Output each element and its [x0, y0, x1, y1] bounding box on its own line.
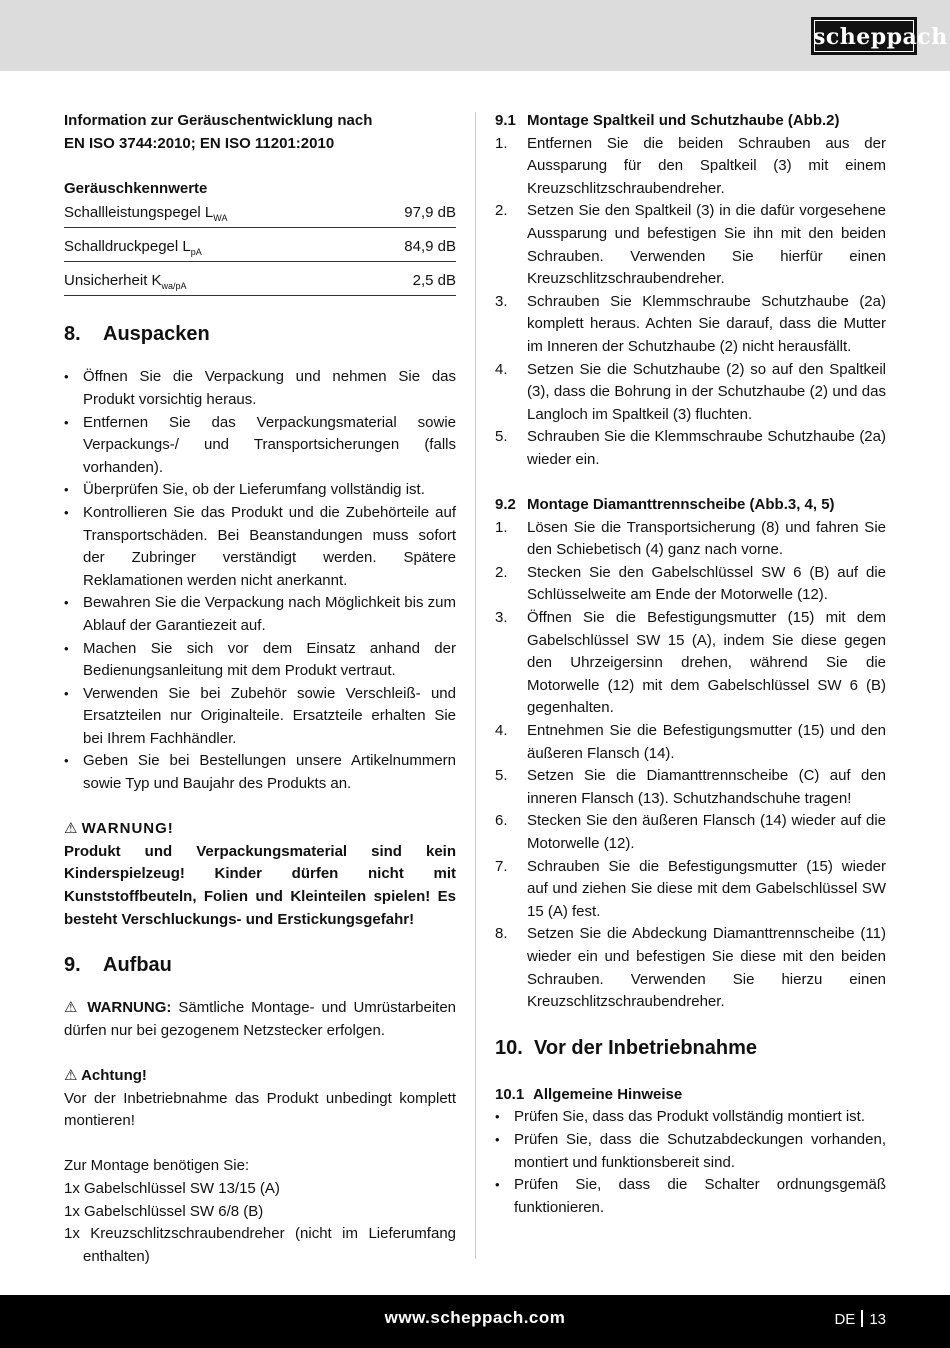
list-item: 5. Schrauben Sie die Klemmschraube Schutzhaube (2a) wieder ein. — [495, 428, 886, 468]
page-indicator — [834, 1310, 886, 1328]
noise-info-title-line-1: Information zur Geräuschentwicklung nach — [64, 112, 373, 129]
tools-list — [64, 1155, 456, 1268]
caution-label-line — [64, 1065, 456, 1088]
warning-triangle-icon: ⚠ — [64, 820, 78, 838]
list-item: • Öffnen Sie die Verpackung und nehmen Sie das Produkt vorsichtig heraus. — [64, 366, 456, 411]
page-separator — [861, 1310, 863, 1327]
footer-bar — [0, 1295, 950, 1348]
list-item: 1x Gabelschlüssel SW 13/15 (A) — [64, 1179, 280, 1197]
noise-row-value: 2,5 dB — [412, 272, 456, 290]
noise-row-label: Schallleistungspegel $L_{WA}$ — [64, 204, 228, 224]
list-item: 1x Gabelschlüssel SW 6/8 (B) — [64, 1202, 264, 1220]
header-band — [0, 0, 950, 71]
brand-logo: scheppach — [811, 17, 917, 55]
noise-table-title: Geräuschkennwerte — [64, 179, 208, 197]
list-item: • Geben Sie bei Bestellungen unsere Artikelnummern sowie Typ und Baujahr des Produkts an. — [64, 750, 456, 795]
warning-triangle-icon: ⚠ — [64, 1067, 78, 1084]
list-item: • Überprüfen Sie, ob der Lieferumfang vollständig ist. — [64, 479, 456, 502]
caution-text: Vor der Inbetriebnahme das Produkt unbedingt komplett montieren! — [64, 1089, 456, 1130]
list-item: 5. Setzen Sie die Diamanttrennscheibe (C) auf den inneren Flansch (13). Schutzhandschuhe tragen! — [495, 767, 886, 807]
section-10-heading: 10. Vor der Inbetriebnahme — [495, 1036, 758, 1059]
list-item: 1x Kreuzschlitzschraubendreher (nicht im Lieferumfang enthalten) — [64, 1225, 456, 1265]
tools-intro: Zur Montage benötigen Sie: — [64, 1157, 250, 1175]
unpack-list — [64, 366, 456, 795]
noise-row — [64, 228, 456, 262]
noise-row-label: Unsicherheit $K_{wa/pA}$ — [64, 272, 187, 292]
caution-label: Achtung! — [81, 1067, 147, 1084]
left-column — [64, 110, 456, 1268]
section-9-heading: 9. Aufbau — [64, 954, 172, 977]
list-item: • Prüfen Sie, dass das Produkt vollständig montiert ist. — [495, 1106, 886, 1129]
list-item: • Kontrollieren Sie das Produkt und die Zubehörteile auf Transportschäden. Bei Beanstandungen muss sofort der Zubringer verständigt werden. Spätere Reklamationen werden nicht anerkannt. — [64, 502, 456, 592]
list-item: 4. Setzen Sie die Schutzhaube (2) so auf den Spaltkeil (3), dass die Bohrung in der Schutzhaube (2) und das Langloch im Spaltkeil (3) fluchten. — [495, 360, 886, 423]
general-hints-list — [495, 1106, 886, 1219]
noise-row — [64, 262, 456, 296]
list-item: 7. Schrauben Sie die Befestigungsmutter (15) wieder auf und ziehen Sie diese mit dem Gabelschlüssel SW 15 (A) fest. — [495, 857, 886, 920]
warning-2-label: WARNUNG: — [87, 999, 172, 1017]
warning-1-label-line — [64, 818, 456, 841]
list-item: 1. Entfernen Sie die beiden Schrauben aus der Aussparung für den Spaltkeil (3) mit einem Kreuzschlitzschraubendreher. — [495, 134, 886, 197]
list-item: 4. Entnehmen Sie die Befestigungsmutter (15) und den äußeren Flansch (14). — [495, 722, 886, 762]
warning-triangle-icon: ⚠ — [64, 999, 81, 1017]
section-8-heading: 8. Auspacken — [64, 323, 210, 346]
list-item: • Machen Sie sich vor dem Einsatz anhand der Bedienungsanleitung mit dem Produkt vertraut. — [64, 638, 456, 683]
spaltkeil-steps — [495, 133, 886, 472]
list-item: • Prüfen Sie, dass die Schalter ordnungsgemäß funktionieren. — [495, 1174, 886, 1219]
list-item: 8. Setzen Sie die Abdeckung Diamanttrennscheibe (11) wieder ein und befestigen Sie diese mit den beiden Schrauben. Verwenden Sie hierzu einen Kreuzschlitzschraubendreher. — [495, 925, 886, 1011]
noise-row-value: 97,9 dB — [404, 204, 456, 222]
list-item: 2. Setzen Sie den Spaltkeil (3) in die dafür vorgesehene Aussparung und befestigen Sie ihn mit den beiden Schrauben. Verwenden Sie hierfür einen Kreuzschlitzschraubendreher. — [495, 202, 886, 288]
section-9-2-heading: 9.2 Montage Diamanttrennscheibe (Abb.3, 4, 5) — [495, 496, 835, 514]
noise-table — [64, 194, 456, 296]
noise-info-title-line-2: EN ISO 3744:2010; EN ISO 11201:2010 — [64, 134, 335, 152]
page-number: 13 — [869, 1311, 886, 1328]
diamond-blade-steps — [495, 517, 886, 1014]
language-code: DE — [834, 1311, 856, 1328]
section-10-1-heading: 10.1 Allgemeine Hinweise — [495, 1085, 683, 1103]
list-item: • Verwenden Sie bei Zubehör sowie Verschleiß- und Ersatzteilen nur Originalteile. Ersatzteile erhalten Sie bei Ihrem Fachhändler. — [64, 683, 456, 751]
list-item: • Entfernen Sie das Verpackungsmaterial sowie Verpackungs-/ und Transportsicherungen (falls vorhanden). — [64, 412, 456, 480]
warning-2-text: Sämtliche Montage- und Umrüstarbeiten dürfen nur bei gezogenem Netzstecker erfolgen. — [64, 999, 457, 1039]
section-9-1-heading: 9.1 Montage Spaltkeil und Schutzhaube (Abb.2) — [495, 112, 840, 129]
footer-url[interactable]: www.scheppach.com — [384, 1308, 566, 1327]
list-item: 6. Stecken Sie den äußeren Flansch (14) wieder auf die Motorwelle (12). — [495, 812, 886, 852]
column-divider — [475, 112, 476, 1259]
list-item: 1. Lösen Sie die Transportsicherung (8) und fahren Sie den Schiebetisch (4) ganz nach vorne. — [495, 518, 886, 559]
list-item: • Prüfen Sie, dass die Schutzabdeckungen vorhanden, montiert und funktionsbereit sind. — [495, 1129, 886, 1174]
list-item: 3. Schrauben Sie Klemmschraube Schutzhaube (2a) komplett heraus. Achten Sie darauf, dass die Mutter im Inneren der Schutzhaube (2) nicht herausfällt. — [495, 292, 886, 355]
list-item: 2. Stecken Sie den Gabelschlüssel SW 6 (B) auf die Schlüsselweite am Ende der Motorwelle (12). — [495, 563, 886, 604]
warning-1-text: Produkt und Verpackungsmaterial sind kein Kinderspielzeug! Kinder dürfen nicht mit Kunststoffbeuteln, Folien und Kleinteilen spielen! Es besteht Verschluckungs- und Erstickungsgefahr! — [64, 842, 456, 928]
warning-2-paragraph — [64, 997, 456, 1042]
list-item: 3. Öffnen Sie die Befestigungsmutter (15) mit dem Gabelschlüssel SW 15 (A), indem Sie diese gegen den Uhrzeigersinn drehen, während Sie die Motorwelle (12) mit dem Gabelschlüssel SW 6 (B) gegenhalten. — [495, 609, 886, 717]
noise-row-label: Schalldruckpegel $L_{pA}$ — [64, 238, 202, 258]
noise-row-value: 84,9 dB — [404, 238, 456, 256]
list-item: • Bewahren Sie die Verpackung nach Möglichkeit bis zum Ablauf der Garantiezeit auf. — [64, 592, 456, 637]
warning-1-label: WARNUNG! — [81, 820, 174, 838]
right-column — [495, 110, 886, 1219]
